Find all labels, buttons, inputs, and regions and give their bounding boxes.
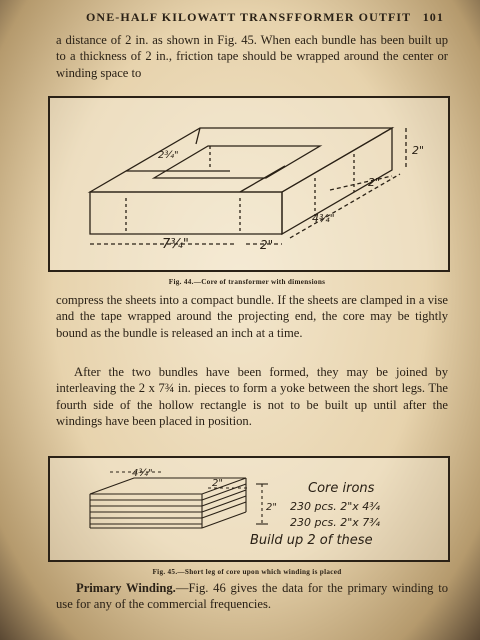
note-core-irons: Core irons (308, 481, 375, 496)
paragraph-compress: compress the sheets into a compact bundle. If the sheets are clamped in a vise and the tape wrapped around the projecting end, the core may be tightly bound as the bundle is released an inch at a time. (56, 293, 448, 340)
running-head-title: ONE-HALF KILOWATT TRANSFFORMER OUTFIT (86, 10, 412, 24)
transformer-core-drawing (50, 98, 448, 270)
dim-inner: 2¾" (158, 150, 179, 161)
note-pcs-short: 230 pcs. 2"x 4¾ (290, 500, 380, 513)
figure-45-caption: Fig. 45.—Short leg of core upon which winding is placed (152, 568, 342, 576)
primary-winding-heading: Primary Winding. (76, 581, 176, 595)
dim-depth: 4¾" (312, 212, 335, 225)
figure-44-caption: Fig. 44.—Core of transformer with dimensions (168, 278, 326, 286)
dim-width: 7¾" (162, 237, 189, 252)
dim-height: 2" (412, 144, 425, 157)
paragraph-yoke: After the two bundles have been formed, they may be joined by interleaving the 2 x 7¾ in. pieces to form a yoke between the short legs. The fourth side of the hollow rectangle is not to be built up until after the windings have been placed in position. (56, 365, 448, 429)
note-pcs-long: 230 pcs. 2"x 7¾ (290, 516, 380, 529)
page-number: 101 (422, 10, 444, 24)
leg-length-label: 4¾" (132, 468, 153, 479)
leg-width-label: 2" (212, 478, 223, 489)
leg-height-label: 2" (266, 502, 277, 513)
paragraph-intro: a distance of 2 in. as shown in Fig. 45. When each bundle has been built up to a thickness of 2 in., friction tape should be wrapped around the center or winding space to (56, 33, 448, 80)
paragraph-primary-winding (56, 580, 448, 613)
figure-45 (48, 456, 450, 562)
note-build-up: Build up 2 of these (250, 533, 373, 548)
running-head (86, 10, 444, 25)
core-leg-stack-drawing (50, 458, 448, 560)
dim-leg: 2" (260, 238, 274, 252)
dim-top: 2" (368, 176, 381, 189)
figure-44 (48, 96, 450, 272)
primary-winding-body: —Fig. 46 gives the data for the primary winding to use for any of the commercial frequencies. (56, 581, 448, 612)
